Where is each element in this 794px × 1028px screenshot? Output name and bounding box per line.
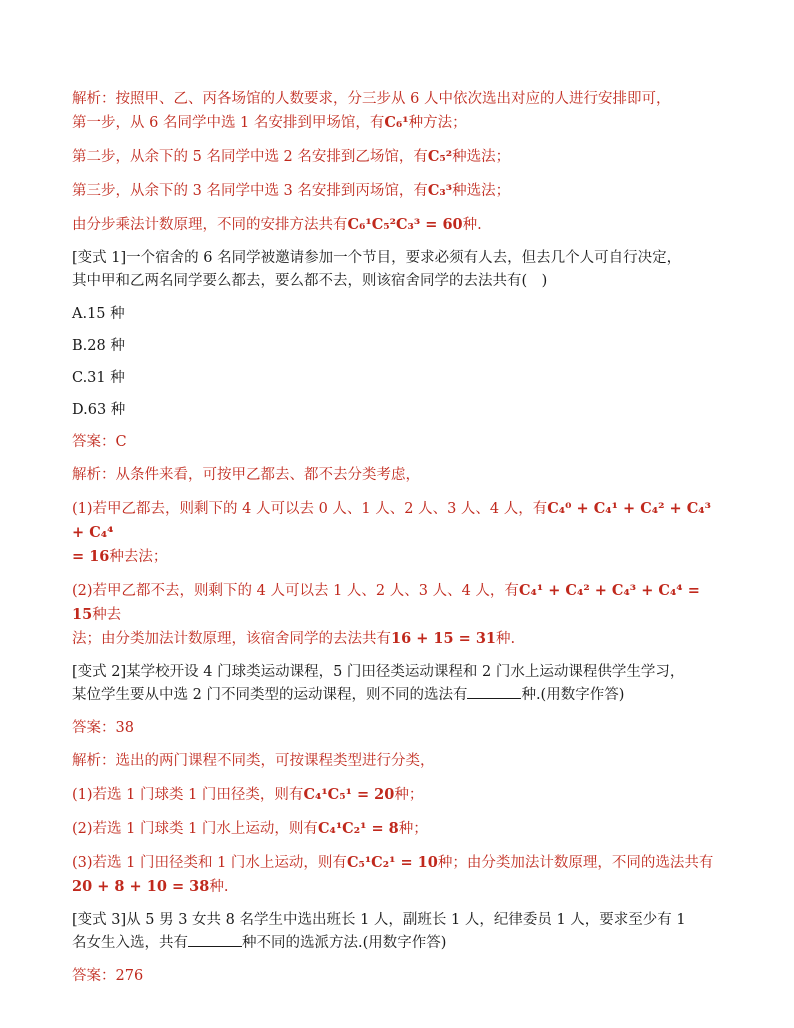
text: 种.(用数字作答) bbox=[521, 687, 625, 703]
option-a: A.15 种 bbox=[72, 306, 125, 322]
formula: = 16 bbox=[72, 548, 110, 565]
text: 其中甲和乙两名同学要么都去，要么都不去，则该宿舍同学的去法共有( ) bbox=[72, 273, 548, 289]
variant-3 bbox=[72, 909, 722, 988]
text: [变式 3]从 5 男 3 女共 8 名学生中选出班长 1 人，副班长 1 人，纪律委员 1 人，要求至少有 1 bbox=[72, 912, 686, 928]
variant-2-question bbox=[72, 661, 722, 707]
text: 种不同的选派方法.(用数字作答) bbox=[242, 935, 447, 951]
text: 种；由分类加法计数原理，不同的选法共有 bbox=[437, 855, 714, 871]
analysis-line bbox=[72, 88, 722, 111]
case-3 bbox=[72, 851, 722, 899]
text: 某位学生要从中选 2 门不同类型的运动课程，则不同的选法有 bbox=[72, 687, 468, 703]
formula: 20 + 8 + 10 = 38 bbox=[72, 878, 210, 895]
text: 解析：按照甲、乙、丙各场馆的人数要求，分三步从 6 人中依次选出对应的人进行安排即可， bbox=[72, 91, 671, 107]
text: [变式 1]一个宿舍的 6 名同学被邀请参加一个节目，要求必须有人去，但去几个人可自行决定， bbox=[72, 250, 682, 266]
solution-block-1 bbox=[72, 88, 722, 237]
text: 法；由分类加法计数原理，该宿舍同学的去法共有 bbox=[72, 631, 391, 647]
formula: C₄¹C₂¹ = 8 bbox=[317, 820, 399, 837]
text: 第一步，从 6 名同学中选 1 名安排到甲场馆，有 bbox=[72, 115, 385, 131]
text: 种. bbox=[209, 879, 229, 895]
step-three bbox=[72, 179, 722, 203]
text: 由分步乘法计数原理，不同的安排方法共有 bbox=[72, 217, 348, 233]
text: (1)若选 1 门球类 1 门田径类，则有 bbox=[72, 787, 304, 803]
text: 第三步，从余下的 3 名同学中选 3 名安排到丙场馆，有 bbox=[72, 183, 428, 199]
conclusion bbox=[72, 213, 722, 237]
formula: C₄¹ + C₄² + C₄³ + C₄⁴ = 15 bbox=[72, 582, 700, 623]
text: (1)若甲乙都去，则剩下的 4 人可以去 0 人、1 人、2 人、3 人、4 人，有 bbox=[72, 501, 548, 517]
formula: C₅² bbox=[427, 148, 453, 165]
case-2 bbox=[72, 817, 722, 841]
answer: 答案：38 bbox=[72, 720, 134, 736]
variant-2 bbox=[72, 661, 722, 899]
text: 名女生入选，共有 bbox=[72, 935, 188, 951]
answer: 答案：276 bbox=[72, 968, 144, 984]
option-d: D.63 种 bbox=[72, 402, 126, 418]
analysis: 解析：选出的两门课程不同类，可按课程类型进行分类， bbox=[72, 753, 435, 769]
text: 种选法； bbox=[452, 149, 511, 165]
answer: 答案：C bbox=[72, 434, 127, 450]
variant-3-question bbox=[72, 909, 722, 955]
answer-blank[interactable] bbox=[467, 686, 521, 699]
text: 种. bbox=[462, 217, 482, 233]
case-1 bbox=[72, 497, 722, 569]
step-two bbox=[72, 145, 722, 169]
text: 种； bbox=[398, 821, 428, 837]
step-one bbox=[72, 111, 722, 135]
text: 种方法； bbox=[408, 115, 467, 131]
formula: C₆¹ bbox=[384, 114, 409, 131]
option-b: B.28 种 bbox=[72, 338, 125, 354]
document-page bbox=[72, 88, 722, 998]
variant-1-question bbox=[72, 247, 722, 293]
case-2 bbox=[72, 579, 722, 651]
text: [变式 2]某学校开设 4 门球类运动课程，5 门田径类运动课程和 2 门水上运动课程供学生学习， bbox=[72, 664, 685, 680]
formula: C₆¹C₅²C₃³ = 60 bbox=[347, 216, 463, 233]
case-1 bbox=[72, 783, 722, 807]
text: 第二步，从余下的 5 名同学中选 2 名安排到乙场馆，有 bbox=[72, 149, 428, 165]
variant-1 bbox=[72, 247, 722, 651]
formula: 16 + 15 = 31 bbox=[391, 630, 497, 647]
text: (2)若选 1 门球类 1 门水上运动，则有 bbox=[72, 821, 318, 837]
text: 种； bbox=[394, 787, 424, 803]
analysis: 解析：从条件来看，可按甲乙都去、都不去分类考虑， bbox=[72, 467, 420, 483]
formula: C₃³ bbox=[427, 182, 453, 199]
formula: C₄⁰ + C₄¹ + C₄² + C₄³ + C₄⁴ bbox=[72, 500, 711, 541]
text: (2)若甲乙都不去，则剩下的 4 人可以去 1 人、2 人、3 人、4 人，有 bbox=[72, 583, 519, 599]
formula: C₄¹C₅¹ = 20 bbox=[303, 786, 395, 803]
formula: C₅¹C₂¹ = 10 bbox=[346, 854, 438, 871]
text: 种去 bbox=[92, 607, 122, 623]
option-c: C.31 种 bbox=[72, 370, 125, 386]
text: 种去法； bbox=[109, 549, 168, 565]
text: (3)若选 1 门田径类和 1 门水上运动，则有 bbox=[72, 855, 347, 871]
text: 种. bbox=[496, 631, 516, 647]
answer-blank[interactable] bbox=[188, 934, 242, 947]
text: 种选法； bbox=[452, 183, 511, 199]
